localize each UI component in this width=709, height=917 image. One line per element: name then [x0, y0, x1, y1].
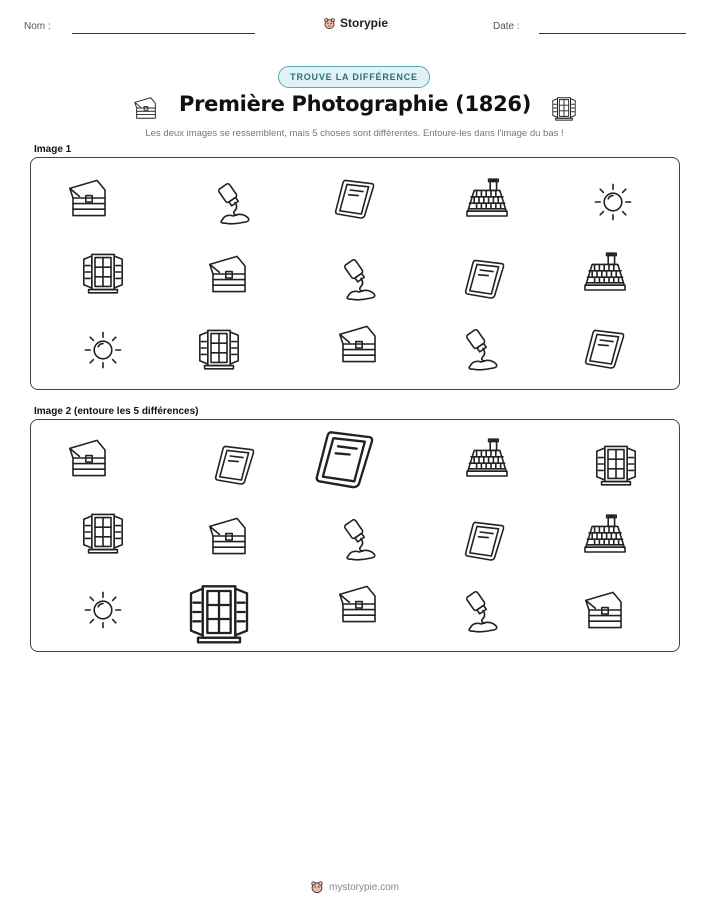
footer [0, 880, 709, 894]
mascot-icon [323, 17, 336, 30]
sun-icon[interactable] [79, 586, 127, 634]
spilled-bottle-icon [459, 326, 507, 374]
brand-logo [323, 16, 388, 30]
window-icon[interactable] [592, 440, 640, 488]
treasure-chest-icon[interactable] [581, 586, 629, 634]
window-icon [550, 94, 578, 122]
window-icon [79, 248, 127, 296]
treasure-chest-icon [65, 174, 113, 222]
footer-url[interactable]: mystorypie.com [328, 881, 399, 893]
instructions: Les deux images se ressemblent, mais 5 choses sont différentes. Entoure-les dans l'image du bas ! [145, 128, 564, 139]
window-icon [195, 324, 243, 372]
spilled-bottle-icon[interactable] [337, 516, 385, 564]
treasure-chest-icon [335, 320, 383, 368]
photo-plate-icon[interactable] [310, 423, 380, 493]
page-title: Première Photographie (1826) [179, 92, 531, 116]
photo-plate-icon [331, 174, 379, 222]
spilled-bottle-icon [211, 180, 259, 228]
image2-panel[interactable] [30, 419, 680, 652]
brand-name: Storypie [340, 16, 389, 30]
activity-tag: TROUVE LA DIFFÉRENCE [278, 66, 430, 88]
sun-icon [589, 178, 637, 226]
rooftop-icon[interactable] [581, 512, 629, 560]
spilled-bottle-icon [337, 256, 385, 304]
name-field-line[interactable] [72, 33, 255, 34]
photo-plate-icon[interactable] [461, 516, 509, 564]
header-row [0, 16, 709, 40]
photo-plate-icon [461, 254, 509, 302]
image1-label: Image 1 [34, 144, 72, 155]
date-field-line[interactable] [539, 33, 686, 34]
rooftop-icon[interactable] [463, 436, 511, 484]
date-label: Date : [493, 21, 520, 32]
sun-icon [79, 326, 127, 374]
treasure-chest-icon [132, 94, 160, 122]
treasure-chest-icon[interactable] [335, 580, 383, 628]
title-row [0, 92, 709, 124]
photo-plate-icon[interactable] [211, 440, 259, 488]
treasure-chest-icon [205, 250, 253, 298]
mascot-icon [310, 880, 324, 894]
spilled-bottle-icon[interactable] [459, 588, 507, 636]
treasure-chest-icon[interactable] [205, 512, 253, 560]
image2-label: Image 2 (entoure les 5 différences) [34, 406, 199, 417]
rooftop-icon [463, 176, 511, 224]
name-label: Nom : [24, 21, 51, 32]
treasure-chest-icon[interactable] [65, 434, 113, 482]
rooftop-icon [581, 250, 629, 298]
window-icon[interactable] [79, 508, 127, 556]
window-icon[interactable] [184, 577, 254, 647]
photo-plate-icon [581, 324, 629, 372]
image1-panel [30, 157, 680, 390]
